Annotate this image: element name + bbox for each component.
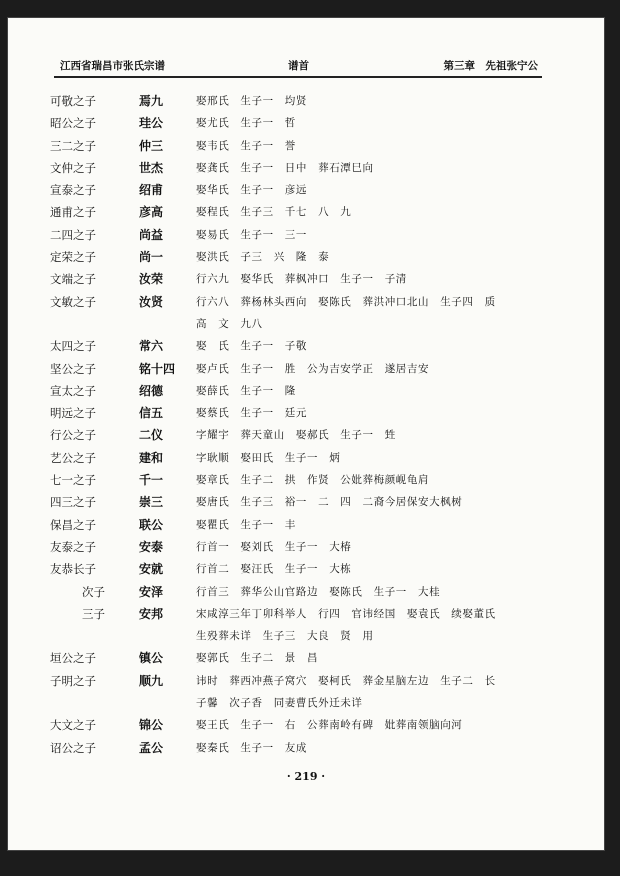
genealogy-entry [8,90,604,112]
detail-line: 娶卢氏 生子一 胜 公为吉安学正 遂居吉安 [196,362,430,375]
detail-line: 生殁葬未详 生子三 大良 贤 用 [196,629,374,642]
detail-line: 行首三 葬华公山官路边 娶陈氏 生子一 大桂 [196,585,441,598]
genealogy-entry [8,246,604,268]
detail-line: 娶韦氏 生子一 誉 [196,139,296,152]
parent-label: 文敏之子 [50,294,96,309]
parent-label: 保昌之子 [50,517,96,532]
person-name: 孟公 [139,740,164,755]
detail-line: 行六八 葬杨林头西向 娶陈氏 葬洪冲口北山 生子四 质 [196,295,496,308]
entry-details [196,536,546,558]
header-book-title: 江西省瑞昌市张氏宗谱 [60,60,165,72]
person-name: 安泽 [139,584,164,599]
genealogy-entry [8,358,604,380]
header-rule [54,76,542,78]
entry-details [196,380,546,402]
parent-label: 昭公之子 [50,116,96,131]
person-name: 联公 [139,517,164,532]
detail-line: 娶瞿氏 生子一 丰 [196,518,296,531]
parent-label: 文仲之子 [50,160,96,175]
detail-line: 讳时 葬西冲燕子窝穴 娶柯氏 葬金星脑左边 生子二 长 [196,674,496,687]
genealogy-entry [8,179,604,201]
parent-label: 子明之子 [50,673,96,688]
parent-label: 太四之子 [50,339,96,354]
person-name: 绍甫 [139,183,164,198]
genealogy-entry [8,112,604,134]
detail-line: 娶薛氏 生子一 隆 [196,384,296,397]
parent-label: 友恭长子 [50,562,96,577]
entry-details [196,447,546,469]
parent-label: 文端之子 [50,272,96,287]
entry-details [196,603,546,647]
detail-line: 娶郭氏 生子二 景 昌 [196,652,319,665]
parent-label: 七一之子 [50,473,96,488]
detail-line: 字耿顺 娶田氏 生子一 炳 [196,451,341,464]
person-name: 崇三 [139,495,164,510]
genealogy-entry [8,224,604,246]
detail-line: 娶王氏 生子一 右 公葬南岭有碑 妣葬南领脑向河 [196,719,463,732]
genealogy-entry [8,380,604,402]
parent-label: 次子 [82,584,105,599]
person-name: 世杰 [139,160,164,175]
genealogy-entry [8,647,604,669]
person-name: 珪公 [139,116,164,131]
entry-details [196,90,546,112]
detail-line: 娶秦氏 生子一 友成 [196,741,307,754]
genealogy-entry [8,714,604,736]
document-page [8,18,604,850]
parent-label: 宣太之子 [50,383,96,398]
person-name: 二仪 [139,428,164,443]
parent-label: 垣公之子 [50,651,96,666]
genealogy-entry [8,201,604,223]
parent-label: 坚公之子 [50,361,96,376]
entry-details [196,558,546,580]
person-name: 铭十四 [139,361,176,376]
entry-details [196,157,546,179]
genealogy-entry [8,157,604,179]
entry-details [196,402,546,424]
entry-details [196,358,546,380]
detail-line: 行首一 娶刘氏 生子一 大椿 [196,540,352,553]
detail-line: 娶华氏 生子一 彦远 [196,184,307,197]
entry-details [196,246,546,268]
entry-details [196,179,546,201]
parent-label: 行公之子 [50,428,96,443]
entry-details [196,112,546,134]
detail-line: 娶程氏 生子三 千七 八 九 [196,206,352,219]
genealogy-entry [8,135,604,157]
entry-details [196,514,546,536]
person-name: 尚一 [139,250,164,265]
person-name: 彦高 [139,205,164,220]
entry-details [196,291,546,335]
detail-line: 娶 氏 生子一 子敬 [196,340,307,353]
detail-line: 娶洪氏 子三 兴 隆 泰 [196,251,330,264]
genealogy-list [8,90,604,759]
parent-label: 艺公之子 [50,450,96,465]
person-name: 建和 [139,450,164,465]
person-name: 顺九 [139,673,164,688]
person-name: 汝贤 [139,294,164,309]
detail-line: 娶蔡氏 生子一 廷元 [196,407,307,420]
detail-line: 娶唐氏 生子三 裕一 二 四 二裔今居保安大枫树 [196,496,463,509]
genealogy-entry [8,514,604,536]
detail-line: 字耀宇 葬天童山 娶郝氏 生子一 甡 [196,429,396,442]
genealogy-entry [8,424,604,446]
person-name: 信五 [139,406,164,421]
entry-details [196,737,546,759]
detail-line: 娶章氏 生子二 拱 作贤 公妣葬梅颜岘龟肩 [196,474,430,487]
detail-line: 子馨 次子香 同妻曹氏外迁未详 [196,696,363,709]
genealogy-entry [8,291,604,336]
parent-label: 四三之子 [50,495,96,510]
parent-label: 三二之子 [50,138,96,153]
parent-label: 宣泰之子 [50,183,96,198]
person-name: 镇公 [139,651,164,666]
genealogy-entry [8,670,604,715]
person-name: 绍德 [139,383,164,398]
detail-line: 行首二 娶汪氏 生子一 大栋 [196,563,352,576]
detail-line: 娶邢氏 生子一 均贤 [196,95,307,107]
genealogy-entry [8,737,604,759]
person-name: 安邦 [139,606,164,621]
person-name: 汝荣 [139,272,164,287]
parent-label: 明远之子 [50,406,96,421]
genealogy-entry [8,581,604,603]
entry-details [196,424,546,446]
parent-label: 通甫之子 [50,205,96,220]
entry-details [196,224,546,246]
parent-label: 二四之子 [50,227,96,242]
detail-line: 宋咸淳三年丁卯科举人 行四 官讳经国 娶袁氏 续娶董氏 [196,607,496,620]
entry-details [196,647,546,669]
entry-details [196,581,546,603]
entry-details [196,268,546,290]
detail-line: 行六九 娶华氏 葬枫冲口 生子一 子清 [196,273,407,286]
genealogy-entry [8,335,604,357]
parent-label: 定荣之子 [50,250,96,265]
header-section: 谱首 [288,60,309,72]
entry-details [196,335,546,357]
person-name: 仲三 [139,138,164,153]
genealogy-entry [8,447,604,469]
genealogy-entry [8,268,604,290]
entry-details [196,201,546,223]
entry-details [196,491,546,513]
parent-label: 大文之子 [50,718,96,733]
detail-line: 高 文 九八 [196,317,263,330]
running-header [60,58,538,74]
entry-details [196,469,546,491]
genealogy-entry [8,469,604,491]
parent-label: 可敬之子 [50,94,96,108]
entry-details [196,714,546,736]
parent-label: 诏公之子 [50,740,96,755]
entry-details [196,135,546,157]
parent-label: 友泰之子 [50,539,96,554]
detail-line: 娶龚氏 生子一 日中 葬石潭巳向 [196,161,374,174]
parent-label: 三子 [82,606,105,621]
detail-line: 娶易氏 生子一 三一 [196,228,307,241]
person-name: 常六 [139,339,164,354]
genealogy-entry [8,536,604,558]
genealogy-entry [8,402,604,424]
person-name: 安泰 [139,539,164,554]
person-name: 安就 [139,562,164,577]
entry-details [196,670,546,714]
page-number: · 219 · [286,770,326,783]
person-name: 千一 [139,473,164,488]
person-name: 锦公 [139,718,164,733]
genealogy-entry [8,603,604,648]
person-name: 焉九 [139,94,164,108]
genealogy-entry [8,558,604,580]
detail-line: 娶尤氏 生子一 哲 [196,117,296,130]
genealogy-entry [8,491,604,513]
person-name: 尚益 [139,227,164,242]
header-chapter: 第三章 先祖张宁公 [443,60,538,72]
